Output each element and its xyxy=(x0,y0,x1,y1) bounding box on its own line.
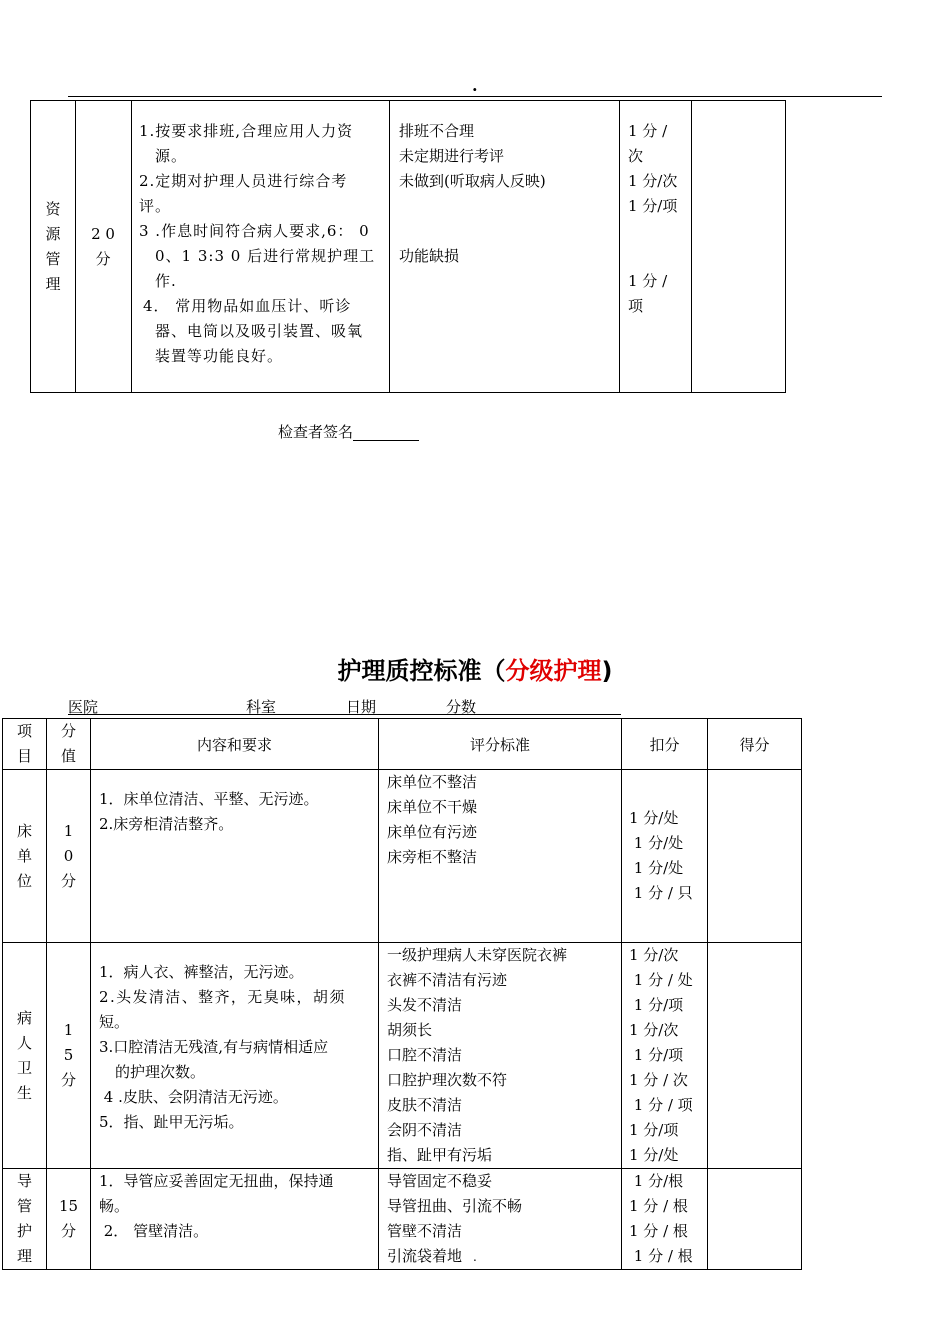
header-item: 项 目 xyxy=(3,719,47,770)
graded-nursing-table xyxy=(2,718,802,1270)
table-row xyxy=(3,1169,802,1270)
header-criteria: 评分标准 xyxy=(379,719,622,770)
table-row xyxy=(3,770,802,943)
info-score-label: 分数 xyxy=(446,698,477,716)
header-score: 分 值 xyxy=(47,719,91,770)
info-underline[interactable] xyxy=(68,714,621,715)
row-got-score[interactable] xyxy=(708,770,802,943)
signature-label: 检查者签名 xyxy=(278,423,354,441)
row-criteria: 一级护理病人未穿医院衣裤 衣裤不清洁有污迹 头发不清洁 胡须长 口腔不清洁 口腔护理次数不符 皮肤不清洁 会阴不清洁 指、趾甲有污垢 xyxy=(379,943,622,1169)
page-title: 护理质控标准（分级护理) xyxy=(337,657,613,685)
row-got-score[interactable] xyxy=(708,943,802,1169)
resource-deduct: 1 分 / 次 1 分/次 1 分/项 1 分 / 项 xyxy=(628,122,678,315)
row-item: 床 单 位 xyxy=(3,770,47,943)
info-department-label: 科室 xyxy=(246,698,277,716)
row-criteria: 床单位不整洁 床单位不干燥 床单位有污迹 床旁柜不整洁 xyxy=(379,770,622,943)
resource-score: 2 0 分 xyxy=(91,225,115,268)
row-item: 导 管 护 理 xyxy=(3,1169,47,1270)
header-deduct: 扣分 xyxy=(622,719,708,770)
info-date-label: 日期 xyxy=(346,698,377,716)
row-content: 1．病人衣、裤整洁，无污迹。 2.头发清洁、整齐，无臭味，胡须 短。 3.口腔清洁无残渣,有与病情相适应 的护理次数。 4 .皮肤、会阴清洁无污迹。 5．指、趾甲无污垢。 xyxy=(91,943,379,1169)
resource-content: 1.按要求排班,合理应用人力资 源。 2.定期对护理人员进行综合考 评。 3 .作息时间符合病人要求,6： 0 0、1 3:3 0 后进行常规护理工 作. 4． 常用物品如血压计、听诊 器、电筒以及吸引装置、吸氧 装置等功能良好。 xyxy=(139,122,376,365)
resource-item-label: 资 源 管 理 xyxy=(45,200,61,293)
row-deduct: 1 分/次 1 分 / 处 1 分/项 1 分/次 1 分/项 1 分 / 次 1 分 / 项 1 分/项 1 分/处 xyxy=(622,943,708,1169)
resource-criteria: 排班不合理 未定期进行考评 未做到(听取病人反映) 功能缺损 xyxy=(399,122,546,265)
signature-field[interactable] xyxy=(353,424,419,441)
title-highlight: 分级护理 xyxy=(505,657,602,685)
header-got: 得分 xyxy=(708,719,802,770)
col-divider xyxy=(389,100,390,393)
col-divider xyxy=(619,100,620,393)
inspector-signature xyxy=(278,423,419,441)
table-header-row xyxy=(3,719,802,770)
row-item: 病 人 卫 生 xyxy=(3,943,47,1169)
row-score: 15 分 xyxy=(47,1169,91,1270)
col-divider xyxy=(75,100,76,393)
row-content: 1．导管应妥善固定无扭曲，保持通 畅。 2． 管壁清洁。 xyxy=(91,1169,379,1270)
col-divider xyxy=(691,100,692,393)
header-rule xyxy=(68,96,882,97)
row-got-score[interactable] xyxy=(708,1169,802,1270)
footer-dot: . xyxy=(473,1250,477,1264)
row-criteria: 导管固定不稳妥 导管扭曲、引流不畅 管壁不清洁 引流袋着地 xyxy=(379,1169,622,1270)
row-score: 1 0 分 xyxy=(47,770,91,943)
row-deduct: 1 分/根 1 分 / 根 1 分 / 根 1 分 / 根 xyxy=(622,1169,708,1270)
info-hospital-label: 医院 xyxy=(68,698,99,716)
row-deduct: 1 分/处 1 分/处 1 分/处 1 分 / 只 xyxy=(622,770,708,943)
header-dot: . xyxy=(472,76,478,95)
row-content: 1．床单位清洁、平整、无污迹。 2.床旁柜清洁整齐。 xyxy=(91,770,379,943)
table-row xyxy=(3,943,802,1169)
col-divider xyxy=(131,100,132,393)
header-content: 内容和要求 xyxy=(91,719,379,770)
row-score: 1 5 分 xyxy=(47,943,91,1169)
